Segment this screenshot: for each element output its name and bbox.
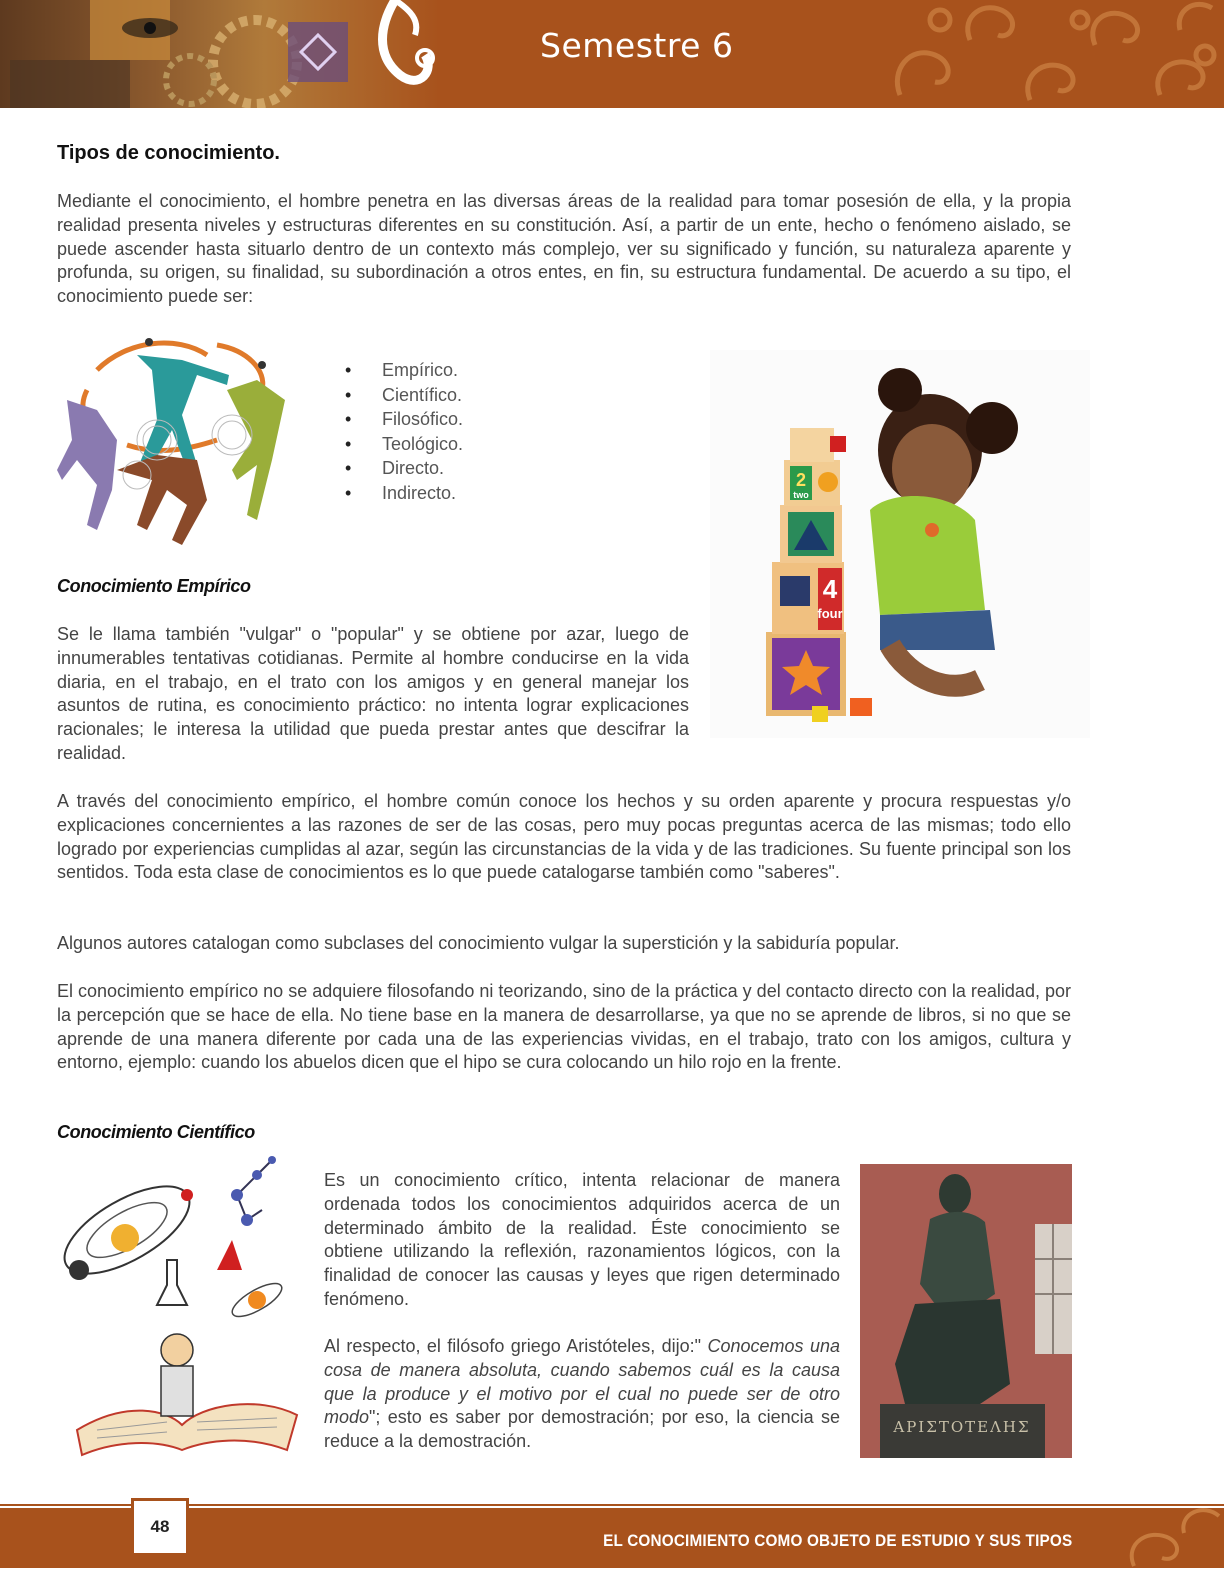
list-item: • Indirecto. (345, 481, 463, 506)
list-item: • Filosófico. (345, 407, 463, 432)
page-number: 48 (150, 1517, 170, 1536)
empirico-heading: Conocimiento Empírico (57, 576, 251, 596)
empirico-paragraph-1: Se le llama también "vulgar" o "popular" y se obtiene por azar, luego de innumerables tentativas cotidianas. Permite al hombre conducirse en la vida diaria, en el trabajo, en el trato con los amigos y en general manejar los asuntos de rutina, es conocimiento práctico: no intenta lograr explicaciones racionales; le interesa la utilidad que pueda prestar antes que descifrar la realidad. (57, 624, 689, 763)
aristotle-intro: Al respecto, el filósofo griego Aristóteles, dijo:" (324, 1336, 708, 1356)
cientifico-paragraph-1: Es un conocimiento crítico, intenta relacionar de manera ordenada todos los conocimientos adquiridos acerca de un determinado ámbito de la realidad. Éste conocimiento se obtiene utilizando la reflexión, razonamientos lógicos, con la finalidad de conocer las causas y leyes que rigen determinado fenómeno. (324, 1170, 840, 1309)
empirico-paragraph-3: Algunos autores catalogan como subclases del conocimiento vulgar la superstición y la sabiduría popular. (57, 933, 900, 953)
page-header (0, 0, 1224, 108)
aristotle-conclusion: "; esto es saber por demostración; por eso, la ciencia se reduce a la demostración. (324, 1407, 840, 1452)
cientifico-paragraph-2 (324, 1335, 840, 1454)
knowledge-types-list (345, 358, 463, 506)
header-collage-image (0, 0, 440, 108)
footer-title: EL CONOCIMIENTO COMO OBJETO DE ESTUDIO Y SUS TIPOS (602, 1531, 1072, 1550)
block-word-two: two (793, 490, 809, 500)
science-illustration (57, 1150, 307, 1460)
block-number-two: 2 (795, 470, 807, 490)
block-word-four: four (817, 606, 843, 621)
empirico-paragraph-4: El conocimiento empírico no se adquiere filosofando ni teorizando, sino de la práctica y del contacto directo con la realidad, por la percepción que se hace de ella. No tiene base en la manera de desarrollarse, ya que no se aprende de libros, si no que se aprende de una manera diferente por cada una de las experiencias vividas, en el trabajo, trato con los amigos, cultura y entorno, ejemplo: cuando los abuelos dicen que el hipo se cura colocando un hilo rojo en la frente. (57, 981, 1071, 1073)
footer-swirls (1114, 1508, 1224, 1568)
aristotle-quote: Conocemos una cosa de manera absoluta, cuando sabemos cuál es la causa que la produce y el motivo por el cual no puede ser de otro modo (324, 1336, 840, 1428)
section-title: Tipos de conocimiento. (57, 142, 280, 164)
empirico-paragraph-2: A través del conocimiento empírico, el hombre común conoce los hechos y su orden aparente y procura respuestas y/o explicaciones concernientes a las razones de ser de las cosas, pero muy pocas preguntas acerca de las mismas; todo ello logrado por experiencias cumplidas al azar, según las circunstancias de la vida y de las tradiciones. Su fuente principal son los sentidos. Toda esta clase de conocimientos es lo que puede catalogarse también como "saberes". (57, 791, 1071, 883)
bottom-margin (0, 1568, 1224, 1584)
list-item: • Científico. (345, 383, 463, 408)
list-item: • Teológico. (345, 432, 463, 457)
statue-inscription: ΑΡΙΣΤΟΤΕΛΗΣ (893, 1418, 1031, 1436)
block-number-four: 4 (822, 574, 838, 604)
aristotle-statue-photo (860, 1164, 1072, 1458)
intro-paragraph: Mediante el conocimiento, el hombre penetra en las diversas áreas de la realidad para tomar posesión de ella, y la propia realidad presenta niveles y estructuras diferentes en su constitución. Así, a partir de un ente, hecho o fenómeno aislado, se puede ascender hasta situarlo dentro de un contexto más complejo, ver su significado y función, su naturaleza aparente y profunda, su origen, su finalidad, su subordinación a otros entes, en fin, su estructura fundamental. De acuerdo a su tipo, el conocimiento puede ser: (57, 191, 1071, 307)
cientifico-heading: Conocimiento Científico (57, 1122, 255, 1142)
list-item: • Directo. (345, 456, 463, 481)
people-network-illustration (57, 330, 297, 556)
header-title: Semestre 6 (540, 26, 734, 65)
child-playing-blocks-photo (710, 350, 1090, 738)
list-item: • Empírico. (345, 358, 463, 383)
decorative-swirls (880, 0, 1224, 108)
page-number-box (131, 1498, 189, 1556)
